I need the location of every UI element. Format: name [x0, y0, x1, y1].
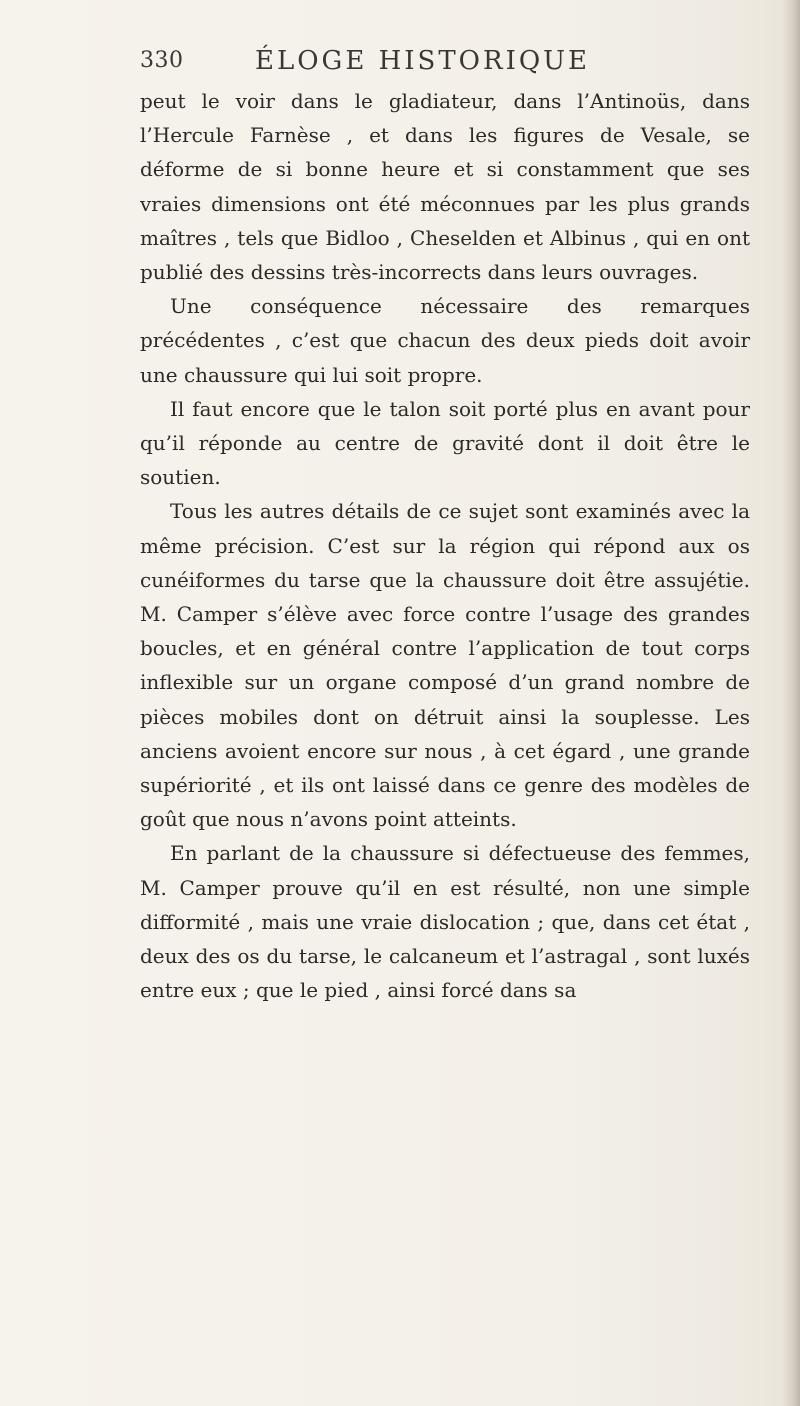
paragraph: En parlant de la chaussure si défectueuse des femmes, M. Camper prouve qu’il en est résulté, non une simple difformité , mais une vraie dislocation ; que, dans cet état , deux des os du tarse, le calcaneum et l’astragal , sont luxés entre eux ; que le pied , ainsi forcé dans sa — [140, 841, 750, 1003]
page-number: 330 — [140, 48, 184, 73]
paragraph: Il faut encore que le talon soit porté plus en avant pour qu’il réponde au centre de gravité dont il doit être le soutien. — [140, 396, 750, 490]
paragraph: peut le voir dans le gladiateur, dans l’Antinoüs, dans l’Hercule Farnèse , et dans les figures de Vesale, se déforme de si bonne heure et si constamment que ses vraies dimensions ont été méconnues par les plus grands maîtres , tels que Bidloo , Cheselden et Albinus , qui en ont publié des dessins très-incorrects dans leurs ouvrages. — [140, 89, 750, 285]
running-title: ÉLOGE HISTORIQUE — [255, 46, 591, 76]
paragraph: Tous les autres détails de ce sujet sont examinés avec la même précision. C’est sur la région qui répond aux os cunéiformes du tarse que la chaussure doit être assujétie. M. Camper s’élève avec force contre l’usage des grandes boucles, et en général contre l’application de tout corps inflexible sur un organe composé d’un grand nombre de pièces mobiles dont on détruit ainsi la souplesse. Les anciens avoient encore sur nous , à cet égard , une grande supériorité , et ils ont laissé dans ce genre des modèles de goût que nous n’avons point atteints. — [140, 499, 750, 832]
page-header — [140, 44, 750, 80]
paragraph: Une conséquence nécessaire des remarques précédentes , c’est que chacun des deux pieds doit avoir une chaussure qui lui soit propre. — [140, 294, 750, 387]
body-text — [140, 84, 750, 1007]
page-edge-shadow — [782, 0, 800, 1406]
